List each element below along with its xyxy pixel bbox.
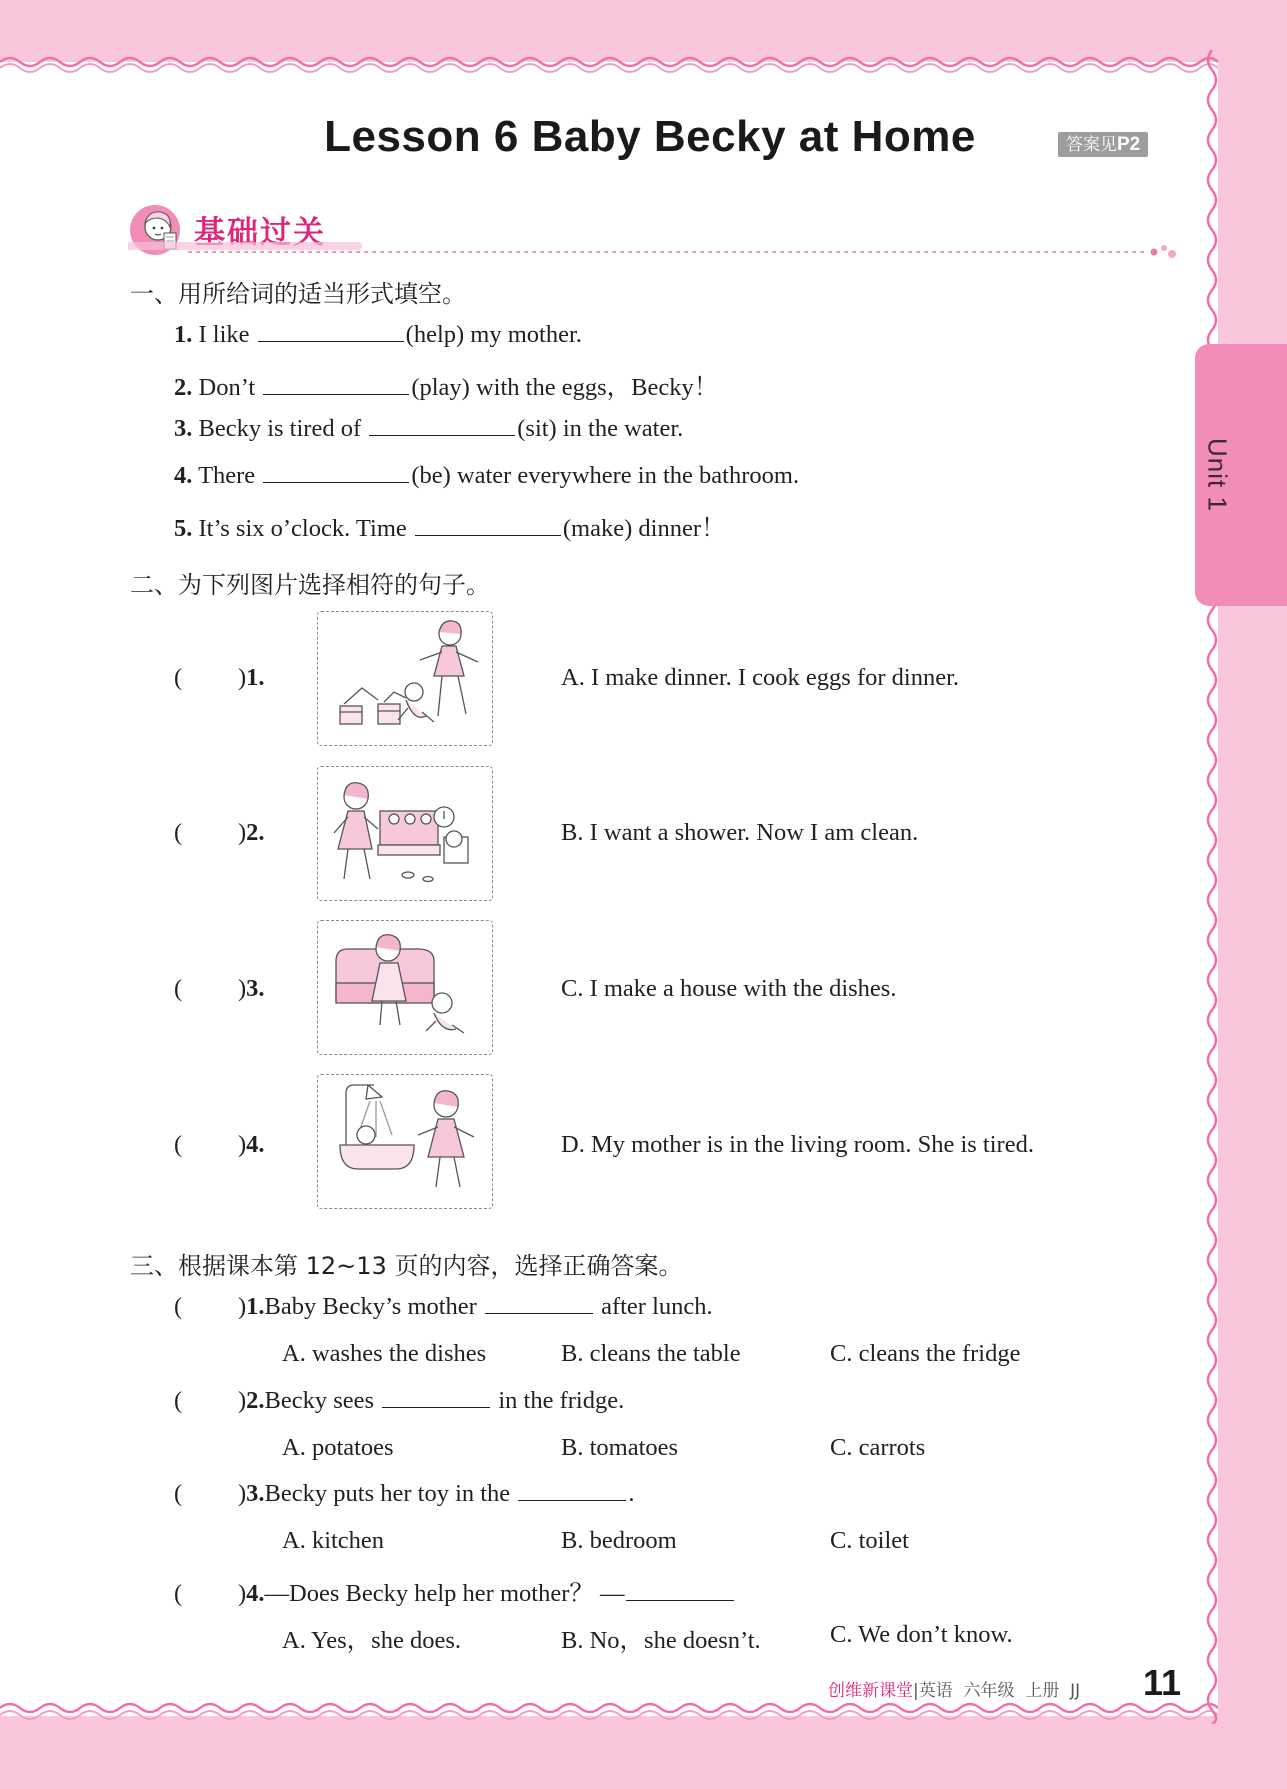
question-start: Becky puts her toy in the bbox=[264, 1480, 517, 1507]
answer-blank bbox=[382, 1406, 490, 1408]
footer-separator: | bbox=[913, 1681, 919, 1701]
part3-question-2 bbox=[174, 1387, 624, 1415]
item-number: 1. bbox=[174, 321, 193, 348]
paren-open: ( bbox=[174, 1131, 183, 1158]
sentence-start: Becky is tired of bbox=[198, 415, 368, 442]
part3-q3-option-a[interactable]: A. kitchen bbox=[282, 1527, 385, 1554]
part1-item-1 bbox=[174, 321, 582, 349]
part1-item-4 bbox=[174, 462, 799, 490]
answer-blank[interactable] bbox=[258, 340, 404, 342]
part3-q2-option-b[interactable]: B. tomatoes bbox=[561, 1434, 679, 1461]
part2-option-c: C. I make a house with the dishes. bbox=[561, 975, 897, 1002]
paren-open: ( bbox=[174, 664, 183, 691]
paren-close: ) bbox=[238, 975, 247, 1002]
footer-book-info bbox=[828, 1676, 1080, 1701]
part3-q1-option-b[interactable]: B. cleans the table bbox=[561, 1340, 741, 1367]
footer-brand: 创维新课堂 bbox=[828, 1681, 913, 1701]
wavy-border-top bbox=[0, 50, 1218, 74]
paren-close: ) bbox=[238, 664, 247, 691]
footer-volume: 上册 bbox=[1025, 1681, 1060, 1701]
part3-question-4 bbox=[174, 1574, 736, 1609]
answer-blank bbox=[518, 1499, 626, 1501]
unit-side-tab-label: Unit 1 bbox=[1202, 438, 1233, 512]
part2-answer-paren-3[interactable] bbox=[174, 975, 265, 1003]
paren-open: ( bbox=[174, 975, 183, 1002]
sentence-start: There bbox=[198, 462, 262, 489]
part3-q4-option-b[interactable]: B. No，she doesn’t. bbox=[561, 1627, 761, 1654]
question-start: Baby Becky’s mother bbox=[264, 1293, 483, 1320]
part2-answer-paren-4[interactable] bbox=[174, 1131, 265, 1159]
item-number: 4. bbox=[174, 462, 193, 489]
section-title: 基础过关 bbox=[194, 215, 326, 251]
unit-side-tab-label-wrap bbox=[1195, 344, 1239, 606]
paren-open: ( bbox=[174, 819, 183, 846]
part3-question-1 bbox=[174, 1293, 713, 1321]
girl-sofa-baby-picture bbox=[317, 920, 493, 1055]
paren-open[interactable]: ( bbox=[174, 1293, 183, 1320]
item-number: 3. bbox=[246, 975, 265, 1002]
lesson-title: Lesson 6 Baby Becky at Home bbox=[324, 112, 976, 161]
part2-answer-paren-1[interactable] bbox=[174, 664, 265, 692]
sentence-start: I like bbox=[198, 321, 256, 348]
part3-q4-option-c[interactable]: C. We don’t know. bbox=[830, 1621, 1013, 1648]
paren-open[interactable]: ( bbox=[174, 1480, 183, 1507]
item-number: 5. bbox=[174, 515, 193, 542]
part2-option-b: B. I want a shower. Now I am clean. bbox=[561, 819, 919, 846]
item-number: 1. bbox=[246, 1293, 265, 1320]
answer-reference-prefix: 答案见 bbox=[1066, 135, 1117, 155]
part3-q2-option-c[interactable]: C. carrots bbox=[830, 1434, 926, 1461]
page-paper bbox=[0, 62, 1218, 1716]
paren-open[interactable]: ( bbox=[174, 1580, 183, 1607]
answer-blank[interactable] bbox=[369, 434, 515, 436]
paren-close: ) bbox=[238, 1580, 247, 1607]
answer-blank[interactable] bbox=[415, 534, 561, 536]
answer-reference-page: P2 bbox=[1117, 134, 1141, 155]
sentence-start: Don’t bbox=[198, 374, 262, 401]
word-hint: (make) bbox=[562, 515, 633, 542]
part3-q1-option-a[interactable]: A. washes the dishes bbox=[282, 1340, 487, 1367]
paren-close: ) bbox=[238, 1293, 247, 1320]
girl-baby-dishes-picture bbox=[317, 611, 493, 746]
part3-q2-option-a[interactable]: A. potatoes bbox=[282, 1434, 394, 1461]
part3-q3-option-c[interactable]: C. toilet bbox=[830, 1527, 909, 1554]
word-hint: (help) bbox=[405, 321, 465, 348]
item-number: 2. bbox=[246, 1387, 265, 1414]
item-number: 3. bbox=[246, 1480, 265, 1507]
item-number: 2. bbox=[246, 819, 265, 846]
part3-q1-option-c[interactable]: C. cleans the fridge bbox=[830, 1340, 1021, 1367]
page-number: 11 bbox=[1143, 1662, 1182, 1703]
paren-close: ) bbox=[238, 1387, 247, 1414]
footer-subject: 英语 bbox=[918, 1681, 953, 1701]
sentence-end: my mother. bbox=[464, 321, 582, 348]
item-number: 4. bbox=[246, 1580, 265, 1607]
part2-option-a: A. I make dinner. I cook eggs for dinner. bbox=[561, 664, 960, 691]
answer-blank[interactable] bbox=[263, 481, 409, 483]
wavy-border-bottom bbox=[0, 1700, 1218, 1724]
item-number: 1. bbox=[246, 664, 265, 691]
part1-title: 一、用所给词的适当形式填空。 bbox=[130, 280, 466, 308]
part3-question-3 bbox=[174, 1480, 634, 1508]
part3-title: 三、根据课本第 12~13 页的内容，选择正确答案。 bbox=[130, 1252, 683, 1280]
answer-blank[interactable] bbox=[263, 393, 409, 395]
part1-item-2 bbox=[174, 368, 718, 403]
question-end: after lunch. bbox=[594, 1293, 713, 1320]
word-hint: (play) bbox=[411, 374, 470, 401]
sentence-end: water everywhere in the bathroom. bbox=[450, 462, 800, 489]
sentence-end: dinner！ bbox=[632, 515, 726, 542]
girl-kitchen-stove-picture bbox=[317, 766, 493, 901]
part3-q4-option-a[interactable]: A. Yes，she does. bbox=[282, 1627, 462, 1654]
question-end: in the fridge. bbox=[492, 1387, 625, 1414]
word-hint: (be) bbox=[411, 462, 451, 489]
part3-q3-option-b[interactable]: B. bedroom bbox=[561, 1527, 677, 1554]
item-number: 2. bbox=[174, 374, 193, 401]
paren-close: ) bbox=[238, 819, 247, 846]
sentence-end: with the eggs，Becky！ bbox=[469, 374, 719, 401]
answer-blank bbox=[485, 1312, 593, 1314]
item-number: 3. bbox=[174, 415, 193, 442]
footer-edition: JJ bbox=[1070, 1681, 1081, 1701]
part2-answer-paren-2[interactable] bbox=[174, 819, 265, 847]
part1-item-3 bbox=[174, 415, 683, 443]
part2-title: 二、为下列图片选择相符的句子。 bbox=[130, 571, 490, 599]
part1-item-5 bbox=[174, 509, 725, 544]
question-start: —Does Becky help her mother？ — bbox=[264, 1580, 625, 1607]
question-start: Becky sees bbox=[264, 1387, 381, 1414]
footer-grade: 六年级 bbox=[963, 1681, 1015, 1701]
section-divider bbox=[128, 240, 1178, 260]
wavy-border-right bbox=[1200, 50, 1230, 1724]
word-hint: (sit) bbox=[517, 415, 557, 442]
answer-reference-badge bbox=[1058, 132, 1148, 157]
part2-option-d: D. My mother is in the living room. She is tired. bbox=[561, 1131, 1034, 1158]
item-number: 4. bbox=[246, 1131, 265, 1158]
paren-close: ) bbox=[238, 1480, 247, 1507]
answer-blank bbox=[626, 1599, 734, 1601]
baby-shower-bathtub-picture bbox=[317, 1074, 493, 1209]
paren-open[interactable]: ( bbox=[174, 1387, 183, 1414]
paren-close: ) bbox=[238, 1131, 247, 1158]
question-end: . bbox=[628, 1480, 635, 1507]
sentence-end: in the water. bbox=[556, 415, 684, 442]
sentence-start: It’s six o’clock. Time bbox=[198, 515, 413, 542]
